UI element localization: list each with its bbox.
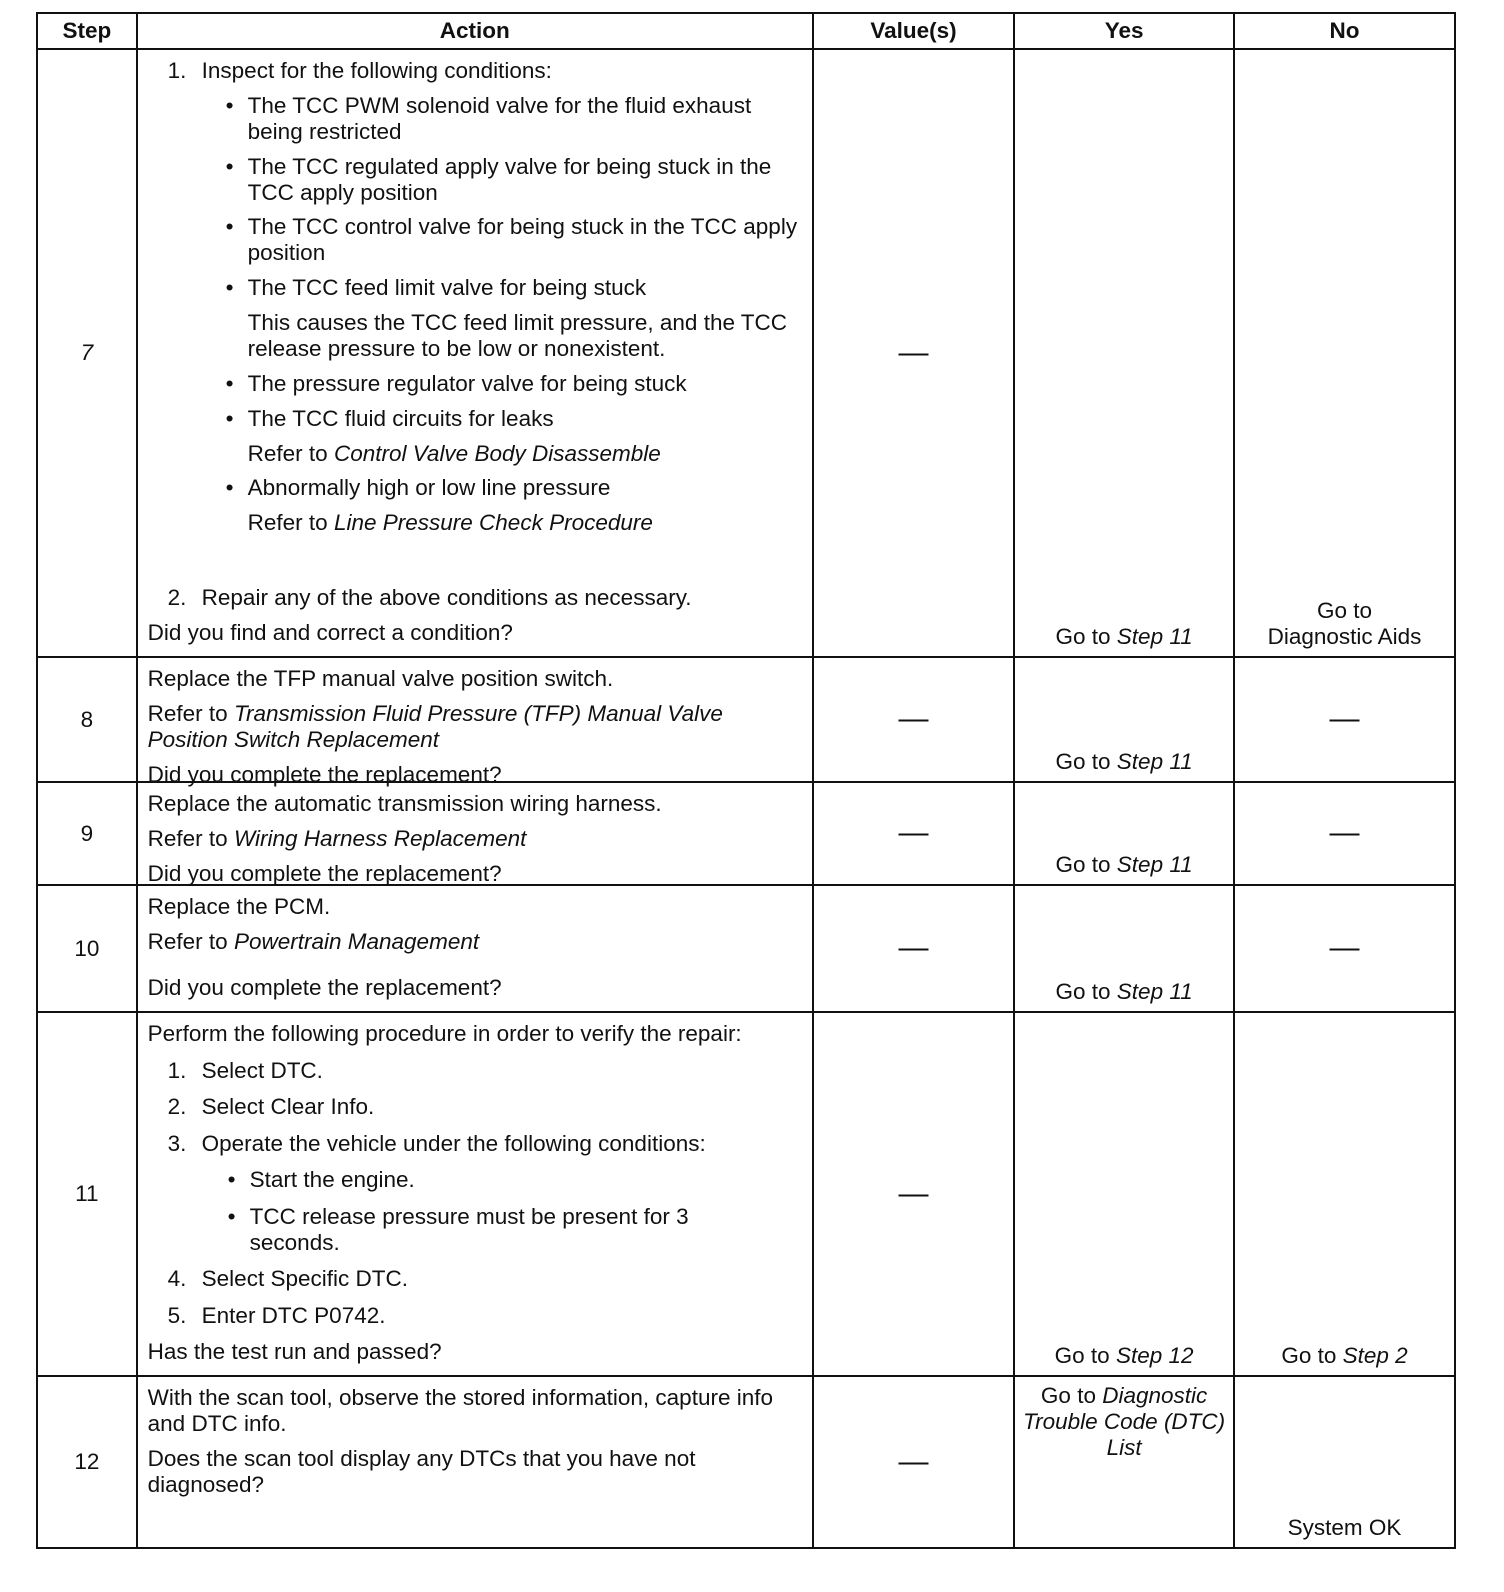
value-cell: — <box>813 782 1014 885</box>
question-text: Did you find and correct a condition? <box>147 620 513 646</box>
diagnostic-table-page <box>36 12 1456 1549</box>
header-no: No <box>1234 13 1455 49</box>
list-item: • Abnormally high or low line pressure <box>225 475 611 501</box>
header-row <box>37 13 1455 49</box>
yes-cell: Go to Step 11 <box>1014 49 1234 657</box>
list-item: 1. Select DTC. <box>167 1057 323 1083</box>
table-row-step-12 <box>37 1376 1455 1548</box>
step-number: 10 <box>37 885 137 1012</box>
action-cell: Replace the PCM. Refer to Powertrain Management Did you complete the replacement? <box>137 885 813 1012</box>
reference-link: Control Valve Body Disassemble <box>333 440 661 466</box>
diagnostic-table <box>36 12 1456 1549</box>
question-text: Has the test run and passed? <box>147 1339 442 1365</box>
reference-link: Wiring Harness Replacement <box>233 825 527 851</box>
step-number: 8 <box>37 657 137 782</box>
list-item: • TCC release pressure must be present for 3 seconds. <box>227 1203 689 1255</box>
action-cell: Replace the TFP manual valve position switch. Refer to Transmission Fluid Pressure (TFP) Manual Valve Position Switch Replacement Did you complete the replacement? <box>137 657 813 782</box>
reference-link: Line Pressure Check Procedure <box>333 510 653 536</box>
value-cell: — <box>813 885 1014 1012</box>
action-cell: Perform the following procedure in order to verify the repair: 1. Select DTC. 2. Select Clear Info. 3. Operate the vehicle under the following conditions: • Start the engine. • TCC release pressure must be present for 3 seconds. 4. Select Specific DTC. 5. Enter DTC P0742. Has the test run and passed? <box>137 1012 813 1376</box>
no-cell: Go to Diagnostic Aids <box>1234 49 1455 657</box>
action-cell <box>137 49 813 657</box>
list-item: 2. Repair any of the above conditions as necessary. <box>167 585 692 611</box>
reference-link: Transmission Fluid Pressure (TFP) Manual Valve Position Switch Replacement <box>147 700 723 752</box>
action-cell: Replace the automatic transmission wiring harness. Refer to Wiring Harness Replacement Did you complete the replacement? <box>137 782 813 885</box>
question-text: Did you complete the replacement? <box>147 975 502 1001</box>
no-cell: System OK <box>1234 1376 1455 1548</box>
table-row-step-9 <box>37 782 1455 885</box>
list-item: • The TCC control valve for being stuck in the TCC apply position <box>225 214 798 266</box>
list-item: • The TCC regulated apply valve for being stuck in the TCC apply position <box>225 153 772 205</box>
yes-cell: Go to Diagnostic Trouble Code (DTC) List <box>1014 1376 1234 1548</box>
action-cell: With the scan tool, observe the stored information, capture info and DTC info. Does the scan tool display any DTCs that you have not diagnosed? <box>137 1376 813 1548</box>
yes-cell: Go to Step 11 <box>1014 885 1234 1012</box>
question-text: Did you complete the replacement? <box>147 761 502 787</box>
reference-line: Refer to Control Valve Body Disassemble <box>247 440 661 466</box>
table-row-step-10 <box>37 885 1455 1012</box>
no-cell: — <box>1234 885 1455 1012</box>
table-row-step-7 <box>37 49 1455 657</box>
list-item: • Start the engine. <box>227 1167 415 1193</box>
list-item: 3. Operate the vehicle under the following conditions: <box>167 1130 706 1156</box>
reference-line: Refer to Wiring Harness Replacement <box>147 825 527 851</box>
value-cell: — <box>813 49 1014 657</box>
table-row-step-8 <box>37 657 1455 782</box>
list-item: • The TCC fluid circuits for leaks <box>225 405 554 431</box>
list-item: 2. Select Clear Info. <box>167 1094 375 1120</box>
header-yes: Yes <box>1014 13 1234 49</box>
reference-line: Refer to Line Pressure Check Procedure <box>247 510 653 536</box>
yes-cell: Go to Step 11 <box>1014 657 1234 782</box>
table-row-step-11 <box>37 1012 1455 1376</box>
no-cell: Go to Step 2 <box>1234 1012 1455 1376</box>
header-action: Action <box>137 13 813 49</box>
reference-link: Powertrain Management <box>233 928 480 954</box>
reference-line: Refer to Transmission Fluid Pressure (TFP) Manual Valve Position Switch Replacement <box>147 700 723 752</box>
list-item: • The TCC feed limit valve for being stuck <box>225 275 647 301</box>
no-cell: — <box>1234 782 1455 885</box>
no-cell: — <box>1234 657 1455 782</box>
list-item: • The TCC PWM solenoid valve for the fluid exhaust being restricted <box>225 92 752 144</box>
header-values: Value(s) <box>813 13 1014 49</box>
question-text: Does the scan tool display any DTCs that you have not diagnosed? <box>147 1445 696 1497</box>
list-item: 1. Inspect for the following conditions: <box>167 58 552 83</box>
question-text: Did you complete the replacement? <box>147 860 502 886</box>
yes-cell: Go to Step 12 <box>1014 1012 1234 1376</box>
list-item: • The pressure regulator valve for being stuck <box>225 370 687 396</box>
reference-line: Refer to Powertrain Management <box>147 928 480 954</box>
step-number: 7 <box>37 49 137 657</box>
value-cell: — <box>813 1376 1014 1548</box>
list-item: 5. Enter DTC P0742. <box>167 1302 386 1328</box>
value-cell: — <box>813 1012 1014 1376</box>
step-number: 9 <box>37 782 137 885</box>
step-number: 12 <box>37 1376 137 1548</box>
note-text: This causes the TCC feed limit pressure, and the TCC release pressure to be low or nonexistent. <box>247 310 788 361</box>
yes-cell: Go to Step 11 <box>1014 782 1234 885</box>
value-cell: — <box>813 657 1014 782</box>
list-item: 4. Select Specific DTC. <box>167 1266 408 1292</box>
step-number: 11 <box>37 1012 137 1376</box>
header-step: Step <box>37 13 137 49</box>
